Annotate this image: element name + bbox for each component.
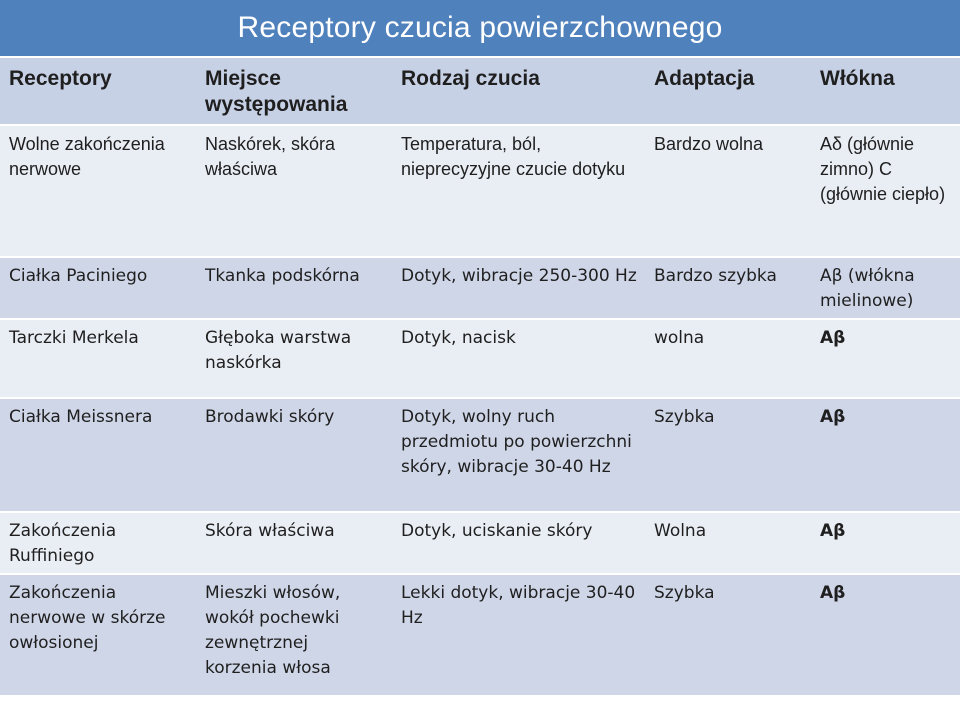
table-cell: Szybka: [645, 398, 811, 512]
table-row: [0, 125, 960, 257]
table-cell: Temperatura, ból, nieprecyzyjne czucie dotyku: [392, 125, 645, 257]
table-cell: Bardzo szybka: [645, 257, 811, 319]
table-row: [0, 257, 960, 319]
table-cell: Dotyk, wolny ruch przedmiotu po powierzchni skóry, wibracje 30-40 Hz: [392, 398, 645, 512]
table-cell: Bardzo wolna: [645, 125, 811, 257]
table-cell: Tkanka podskórna: [196, 257, 392, 319]
header-adaptacja: Adaptacja: [645, 58, 811, 125]
table-cell: Aδ (głównie zimno) C (głównie ciepło): [811, 125, 960, 257]
page-title: Receptory czucia powierzchownego: [237, 11, 723, 44]
table-cell: Mieszki włosów, wokół pochewki zewnętrznej korzenia włosa: [196, 574, 392, 696]
table-cell: Aβ: [811, 512, 960, 574]
header-wlokna: Włókna: [811, 58, 960, 125]
table-cell: Brodawki skóry: [196, 398, 392, 512]
table-cell: Ciałka Meissnera: [0, 398, 196, 512]
table-cell: Skóra właściwa: [196, 512, 392, 574]
table-cell: Szybka: [645, 574, 811, 696]
table-cell: Zakończenia Ruffiniego: [0, 512, 196, 574]
table-cell: Dotyk, nacisk: [392, 319, 645, 398]
table-cell: Dotyk, uciskanie skóry: [392, 512, 645, 574]
table-header-row: [0, 58, 960, 125]
table-cell: Wolne zakończenia nerwowe: [0, 125, 196, 257]
title-bar: [0, 0, 960, 56]
header-receptory: Receptory: [0, 58, 196, 125]
table-row: [0, 574, 960, 696]
table-cell: Aβ (włókna mielinowe): [811, 257, 960, 319]
table-cell: Zakończenia nerwowe w skórze owłosionej: [0, 574, 196, 696]
table-cell: Aβ: [811, 319, 960, 398]
table-row: [0, 512, 960, 574]
table-cell: Lekki dotyk, wibracje 30-40 Hz: [392, 574, 645, 696]
table-row: [0, 319, 960, 398]
table-cell: Naskórek, skóra właściwa: [196, 125, 392, 257]
table-cell: wolna: [645, 319, 811, 398]
table-cell: Wolna: [645, 512, 811, 574]
table-cell: Aβ: [811, 398, 960, 512]
receptor-table: [0, 58, 960, 697]
table-cell: Tarczki Merkela: [0, 319, 196, 398]
header-rodzaj: Rodzaj czucia: [392, 58, 645, 125]
table-cell: Ciałka Paciniego: [0, 257, 196, 319]
header-miejsce: Miejsce występowania: [196, 58, 392, 125]
table-cell: Aβ: [811, 574, 960, 696]
table-cell: Dotyk, wibracje 250-300 Hz: [392, 257, 645, 319]
table-cell: Głęboka warstwa naskórka: [196, 319, 392, 398]
table-row: [0, 398, 960, 512]
